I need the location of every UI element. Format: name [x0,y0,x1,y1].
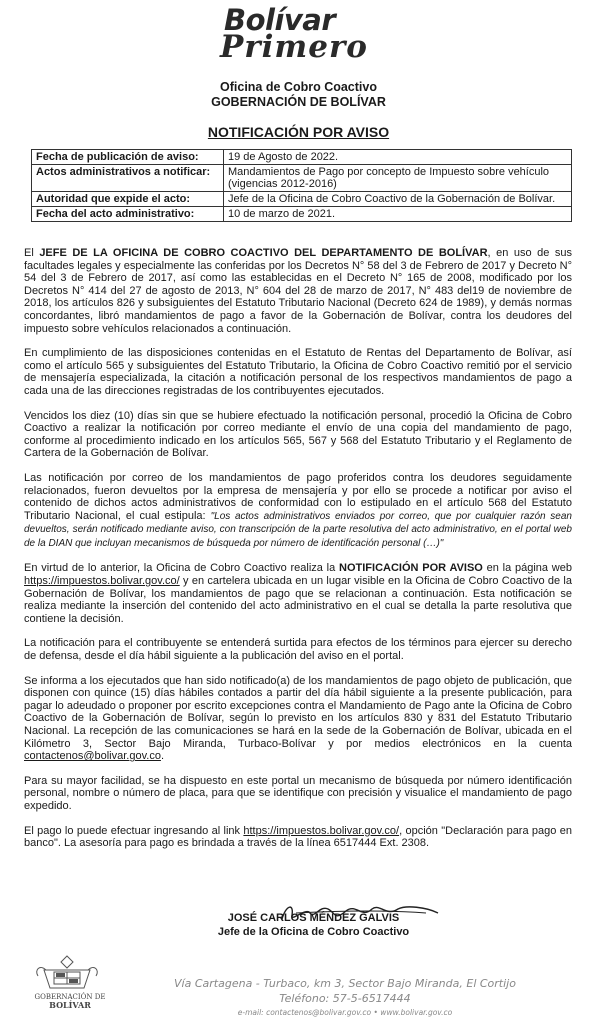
paragraph-mail-notice: Vencidos los diez (10) días sin que se hubiere efectuado la notificación personal, procedió la Oficina de Cobro Coactivo a realizar la notificación por correo mediante el envío de una copia del mandamiento de pago, conforme al procedimiento indicado en los artículos 565, 567 y 568 del Estatuto Tributario y el Reglamento de Cartera de la Gobernación de Bolívar. [24,409,572,460]
logo-text-line2: Primero [220,29,368,65]
table-value: 19 de Agosto de 2022. [224,150,572,165]
table-value: Mandamientos de Pago por concepto de Impuesto sobre vehículo (vigencias 2012-2016) [224,165,572,192]
table-row [32,165,572,192]
paragraph-effect: La notificación para el contribuyente se entenderá surtida para efectos de los términos para ejercer su derecho de defensa, desde el día hábil siguiente a la publicación del aviso en el portal. [24,637,572,663]
table-row [32,192,572,207]
portal-link[interactable]: https://impuestos.bolivar.gov.co/ [24,575,180,588]
table-label: Fecha de publicación de aviso: [32,150,224,165]
paragraph-publication: En virtud de lo anterior, la Oficina de Cobro Coactivo realiza la NOTIFICACIÓN POR AVISO en la página web https://impuestos.bolivar.gov.co/ y en cartelera ubicada en un lugar visible en la Oficina de Cobro Coactivo de la Gobernación de Bolívar, los mandamientos de pago que se relacionan a continuación. Esta notificación se realiza mediante la inserción del contenido del acto administrativo en el cual se detalla la parte resolutiva que contiene la decisión. [24,562,572,625]
footer-phone: Teléfono: 57-5-6517444 [279,992,411,1005]
signer-role: Jefe de la Oficina de Cobro Coactivo [217,926,410,938]
seal-caption: GOBERNACIÓN DE BOLÍVAR [34,993,106,1010]
office-name: Oficina de Cobro Coactivo [220,80,377,94]
document-body [24,247,572,862]
table-value: Jefe de la Oficina de Cobro Coactivo de la Gobernación de Bolívar. [224,192,572,207]
footer-address: Vía Cartagena - Turbaco, km 3, Sector Bajo Miranda, El Cortijo [174,977,516,990]
legal-quote: "Los actos administrativos enviados por correo, que por cualquier razón sean devueltos, serán notificado mediante aviso, con transcripción de la parte resolutiva del acto administrativo, en el portal web de la DIAN que incluyan mecanismos de búsqueda por número de identificación personal (…)" [24,510,572,549]
paragraph-search: Para su mayor facilidad, se ha dispuesto en este portal un mecanismo de búsqueda por número identificación personal, nombre o número de placa, para que se identifique con precisión y visualice el mandamiento de pago expedido. [24,774,572,812]
signer-name: JOSÉ CARLOS MÉNDEZ GALVIS [227,912,400,924]
paragraph-deadlines: Se informa a los ejecutados que han sido notificado(a) de los mandamientos de pago objeto de publicación, que disponen con quince (15) días hábiles contados a partir del día hábil siguiente a la presente publicación, para pagar lo adeudado o proponer por escrito excepciones contra el Mandamiento de Pago ante la Oficina de Cobro Coactivo de la Gobernación de Bolívar, según lo previsto en los artículos 830 y 831 del Estatuto Tributario Nacional. La recepción de las comunicaciones se hará en la sede de la Gobernación de Bolívar, ubicada en el Kilómetro 3, Sector Bajo Miranda, Turbaco-Bolívar y por medios electrónicos en la cuenta contactenos@bolivar.gov.co. [24,674,572,763]
paragraph-payment: El pago lo puede efectuar ingresando al link https://impuestos.bolivar.gov.co/, opción "Declaración para pago en banco". La asesoría para pago es brindada a través de la línea 6517444 Ext. 2308. [24,824,572,850]
document-title: NOTIFICACIÓN POR AVISO [207,124,390,140]
table-label: Fecha del acto administrativo: [32,207,224,222]
table-value: 10 de marzo de 2021. [224,207,572,222]
government-name: GOBERNACIÓN DE BOLÍVAR [211,95,386,109]
footer-contact: e-mail: contactenos@bolivar.gov.co • www.bolivar.gov.co [237,1008,453,1017]
paragraph-compliance: En cumplimiento de las disposiciones contenidas en el Estatuto de Rentas del Departamento de Bolívar, así como el artículo 565 y subsiguientes del Estatuto Tributario, la Oficina de Cobro Coactivo remitió por el servicio de mensajería especializada, la citación a notificación personal de los respectivos mandamientos de pago a cada una de las direcciones registradas de los contribuyentes ejecutados. [24,347,572,397]
paragraph-returned-mail: Las notificación por correo de los mandamientos de pago proferidos contra los deudores seguidamente relacionados, fueron devueltos por la empresa de mensajería y por ello se procede a notificar por aviso el contenido de dichos actos administrativos de conformidad con lo estipulado en el artículo 568 del Estatuto Tributario Nacional, el cual estipula: "Los actos administrativos enviados por correo, que por cualquier razón sean devueltos, serán notificado mediante aviso, con transcripción de la parte resolutiva del acto administrativo, en el portal web de la DIAN que incluyan mecanismos de búsqueda por número de identificación personal (…)" [24,471,572,549]
table-row [32,150,572,165]
table-label: Actos administrativos a notificar: [32,165,224,192]
table-label: Autoridad que expide el acto: [32,192,224,207]
logo-text-line1: Bolívar [224,3,336,37]
table-row [32,207,572,222]
paragraph-authority: El JEFE DE LA OFICINA DE COBRO COACTIVO DEL DEPARTAMENTO DE BOLÍVAR, en uso de sus facultades legales y especialmente las conferidas por los Decretos N° 58 del 3 de Febrero de 2017 y Decreto N° 54 del 3 de Febrero de 2017, así como las establecidas en el Decreto N° 165 de 2008, modificado por los Decretos N° 414 del 27 de agosto de 2013, N° 604 del 28 de marzo de 2017, N° 483 del19 de noviembre de 2018, los artículos 826 y subsiguientes del Estatuto Tributario Nacional (Decreto 624 de 1989), y demás normas concordantes, libró mandamientos de pago a favor de la Gobernación de Bolívar, contra los deudores del impuesto sobre vehículos relacionados a continuación. [24,247,572,335]
notification-info-table [31,149,572,222]
payment-link[interactable]: https://impuestos.bolivar.gov.co/ [243,824,400,837]
email-link[interactable]: contactenos@bolivar.gov.co [24,750,161,763]
bolivar-primero-logo [206,4,396,76]
